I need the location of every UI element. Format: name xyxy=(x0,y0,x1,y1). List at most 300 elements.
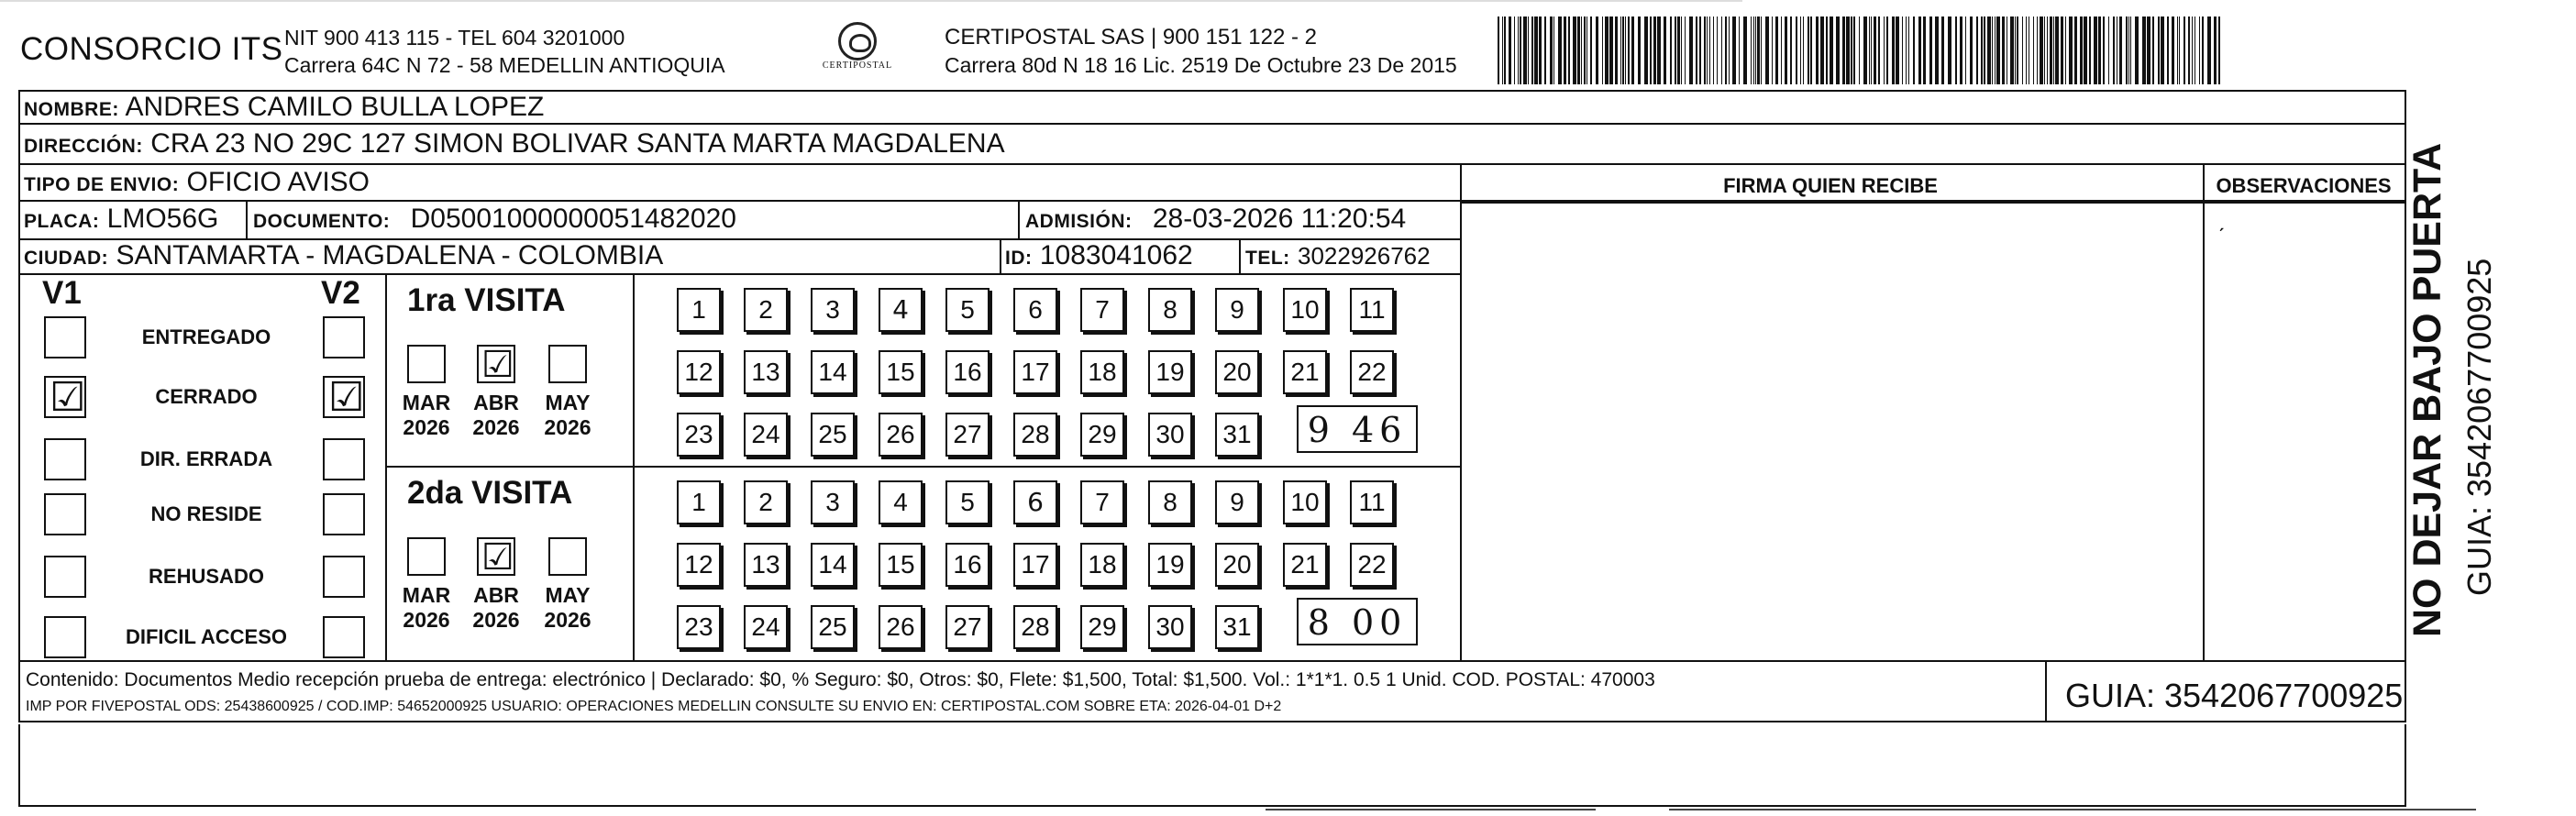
admission-label: ADMISIÓN: xyxy=(1025,211,1133,232)
day-box[interactable]: 24 xyxy=(744,605,788,649)
reason-label: NO RESIDE xyxy=(150,502,262,525)
month-year: 2026 xyxy=(544,608,591,632)
column-divider xyxy=(1460,163,1462,660)
day-box[interactable]: 9 xyxy=(1215,288,1259,332)
barcode-bar xyxy=(1520,17,1521,84)
barcode-bar xyxy=(1670,17,1672,84)
day-box[interactable]: 8 xyxy=(1148,288,1192,332)
day-box[interactable]: 10 xyxy=(1283,480,1327,524)
barcode-bar xyxy=(1609,17,1613,84)
barcode-bar xyxy=(2199,17,2200,84)
barcode-bar xyxy=(1775,17,1778,84)
barcode-bar xyxy=(1955,17,1957,84)
month-checkbox[interactable] xyxy=(477,344,515,386)
barcode-bar xyxy=(1531,17,1533,84)
barcode-bar xyxy=(2040,17,2043,84)
carrier-logo xyxy=(819,22,896,81)
day-box[interactable]: 20 xyxy=(1215,543,1259,587)
barcode-bar xyxy=(1581,17,1582,84)
barcode-bar xyxy=(1596,17,1598,84)
day-box[interactable]: 8 xyxy=(1148,480,1192,524)
barcode-bar xyxy=(2026,17,2027,84)
barcode-bar xyxy=(1553,17,1554,84)
month-year: 2026 xyxy=(472,608,520,632)
barcode-bar xyxy=(2207,17,2211,84)
reason-label: REHUSADO xyxy=(149,565,264,588)
barcode-bar xyxy=(2128,17,2129,84)
day-box[interactable]: 27 xyxy=(945,605,989,649)
barcode-bar xyxy=(1906,17,1907,84)
day-box[interactable]: 28 xyxy=(1013,605,1057,649)
barcode-bar xyxy=(1785,17,1787,84)
barcode-bar xyxy=(1884,17,1885,84)
month-name: ABR xyxy=(473,391,519,414)
barcode-bar xyxy=(2108,17,2109,84)
day-box[interactable]: 29 xyxy=(1080,605,1124,649)
barcode-bar xyxy=(2119,17,2122,84)
barcode-bar xyxy=(1568,17,1570,84)
barcode-bar xyxy=(1970,17,1973,84)
barcode-bar xyxy=(1622,17,1624,84)
day-box[interactable]: 11 xyxy=(1350,288,1394,332)
barcode-bar xyxy=(1960,17,1962,84)
check-mark-icon: ☑ xyxy=(481,344,514,386)
check-mark-icon: ☑ xyxy=(50,374,86,421)
month-name: ABR xyxy=(473,583,519,607)
field-divider xyxy=(1018,202,1020,238)
barcode-bar xyxy=(1577,17,1580,84)
barcode-bar xyxy=(2022,17,2023,84)
day-box[interactable]: 25 xyxy=(811,413,855,457)
v1-checkbox[interactable] xyxy=(44,374,86,421)
barcode-bar xyxy=(1869,17,1870,84)
day-box[interactable]: 21 xyxy=(1283,350,1327,394)
barcode-bar xyxy=(2147,17,2150,84)
barcode-bar xyxy=(1638,17,1641,84)
month-label xyxy=(536,583,600,633)
day-box[interactable]: 14 xyxy=(811,543,855,587)
barcode-bar xyxy=(2172,17,2174,84)
month-checkbox[interactable] xyxy=(548,345,587,383)
barcode-bar xyxy=(1717,17,1718,84)
barcode-bar xyxy=(1863,17,1867,84)
guia-number: GUIA: 3542067700925 xyxy=(2065,677,2404,714)
day-box[interactable]: 2 xyxy=(744,288,788,332)
v2-checkbox[interactable] xyxy=(323,616,365,658)
tel-value: 3022926762 xyxy=(1298,242,1431,270)
column-divider xyxy=(2203,163,2205,660)
admission-field xyxy=(1025,204,1406,235)
v1-checkbox[interactable] xyxy=(44,556,86,598)
day-box-marked[interactable]: 4 xyxy=(879,288,923,332)
day-box[interactable]: 4 xyxy=(879,480,923,524)
edge-line xyxy=(0,0,1742,2)
day-box[interactable]: 26 xyxy=(879,413,923,457)
barcode-bar xyxy=(1995,17,1996,84)
recipient-name: ANDRES CAMILO BULLA LOPEZ xyxy=(125,92,545,122)
barcode-bar xyxy=(1550,17,1553,84)
day-box[interactable]: 31 xyxy=(1215,605,1259,649)
barcode-bar xyxy=(1615,17,1618,84)
barcode-bar xyxy=(1984,17,1985,84)
day-box[interactable]: 23 xyxy=(677,413,721,457)
month-label xyxy=(394,583,459,633)
document-field xyxy=(253,204,736,235)
barcode-bar xyxy=(1721,17,1722,84)
barcode-bar xyxy=(1514,17,1515,84)
barcode-bar xyxy=(1772,17,1773,84)
month-year: 2026 xyxy=(403,608,450,632)
barcode-bar xyxy=(2044,17,2045,84)
observation-tick: ˏ xyxy=(2217,207,2225,232)
barcode-bar xyxy=(2130,17,2131,84)
logo-emblem-icon xyxy=(838,22,877,61)
day-box[interactable]: 30 xyxy=(1148,413,1192,457)
barcode-bar xyxy=(1677,17,1680,84)
day-box[interactable]: 28 xyxy=(1013,413,1057,457)
day-box[interactable]: 5 xyxy=(945,480,989,524)
send-type: OFICIO AVISO xyxy=(186,167,370,197)
barcode-bar xyxy=(1753,17,1754,84)
barcode-bar xyxy=(1544,17,1546,84)
barcode-bar xyxy=(1590,17,1592,84)
barcode-bar xyxy=(2047,17,2048,84)
tel-field xyxy=(1245,240,1431,271)
month-checkbox[interactable] xyxy=(407,537,446,576)
barcode-bar xyxy=(1584,17,1586,84)
barcode-bar xyxy=(1830,17,1833,84)
v2-checkbox[interactable] xyxy=(323,316,365,358)
barcode-bar xyxy=(2055,17,2059,84)
barcode-bar xyxy=(1664,17,1666,84)
day-box[interactable]: 7 xyxy=(1080,288,1124,332)
day-box[interactable]: 17 xyxy=(1013,543,1057,587)
month-name: MAY xyxy=(545,391,591,414)
barcode-bar xyxy=(2152,17,2154,84)
content-declaration: Contenido: Documentos Medio recepción prueba de entrega: electrónico | Declarado: $0, % Seguro: $0, Otros: $0, Flete: $1,500, Total: $1,500. Vol.: 1*1*1. 0.5 1 Unid. COD. POSTAL: 470003 xyxy=(26,669,1655,690)
day-box[interactable]: 9 xyxy=(1215,480,1259,524)
day-box[interactable]: 19 xyxy=(1148,543,1192,587)
barcode-bar xyxy=(2017,17,2018,84)
barcode-bar xyxy=(1704,17,1706,84)
barcode-bar xyxy=(1509,17,1511,84)
barcode-bar xyxy=(1657,17,1661,84)
barcode-bar xyxy=(2094,17,2097,84)
barcode-bar xyxy=(1941,17,1944,84)
barcode-bar xyxy=(2002,17,2005,84)
month-label xyxy=(536,391,600,440)
barcode-bar xyxy=(1808,17,1809,84)
barcode-bar xyxy=(2202,17,2204,84)
barcode-bar xyxy=(1631,17,1634,84)
recipient-address: CRA 23 NO 29C 127 SIMON BOLIVAR SANTA MARTA MAGDALENA xyxy=(150,128,1005,159)
month-label xyxy=(394,391,459,440)
barcode-bar xyxy=(1820,17,1824,84)
check-mark-icon: ☑ xyxy=(481,536,514,579)
logo-text: CERTIPOSTAL xyxy=(822,61,893,71)
day-box[interactable]: 18 xyxy=(1080,350,1124,394)
barcode-bar xyxy=(1650,17,1652,84)
month-label xyxy=(464,391,528,440)
barcode-bar xyxy=(1874,17,1876,84)
tel-label: TEL: xyxy=(1245,248,1290,269)
barcode-bar xyxy=(2080,17,2083,84)
barcode-bar xyxy=(2065,17,2066,84)
document-value: D05001000000051482020 xyxy=(410,204,736,234)
v1-checkbox[interactable] xyxy=(44,438,86,480)
barcode xyxy=(1498,17,2228,84)
barcode-bar xyxy=(1765,17,1769,84)
day-box[interactable]: 22 xyxy=(1350,543,1394,587)
day-box[interactable]: 16 xyxy=(945,543,989,587)
company-name: CONSORCIO ITS xyxy=(20,31,283,67)
barcode-bar xyxy=(1987,17,1991,84)
row-divider xyxy=(20,273,1460,275)
day-box[interactable]: 1 xyxy=(677,288,721,332)
barcode-bar xyxy=(1539,17,1542,84)
barcode-bar xyxy=(2084,17,2087,84)
barcode-bar xyxy=(1800,17,1801,84)
field-divider xyxy=(1239,238,1241,273)
print-info: IMP POR FIVEPOSTAL ODS: 25438600925 / COD.IMP: 54652000925 USUARIO: OPERACIONES MEDELLIN CONSULTE SU ENVIO EN: CERTIPOSTAL.COM SOBRE ETA: 2026-04-01 D+2 xyxy=(26,699,1282,714)
barcode-bar xyxy=(1853,17,1855,84)
field-divider xyxy=(1000,238,1001,273)
barcode-bar xyxy=(2103,17,2105,84)
day-box[interactable]: 23 xyxy=(677,605,721,649)
day-box[interactable]: 5 xyxy=(945,288,989,332)
barcode-bar xyxy=(1796,17,1797,84)
plate-value: LMO56G xyxy=(106,204,219,234)
visit-time[interactable]: 9 46 xyxy=(1297,405,1418,453)
barcode-bar xyxy=(1886,17,1888,84)
barcode-bar xyxy=(2015,17,2016,84)
barcode-bar xyxy=(1781,17,1782,84)
plate-label: PLACA: xyxy=(24,211,100,232)
month-checkbox[interactable] xyxy=(477,536,515,579)
barcode-bar xyxy=(1625,17,1626,84)
month-checkbox[interactable] xyxy=(407,345,446,383)
barcode-bar xyxy=(1751,17,1752,84)
barcode-bar xyxy=(1644,17,1648,84)
document-label: DOCUMENTO: xyxy=(253,211,391,232)
row-divider xyxy=(20,123,2405,125)
day-box[interactable]: 16 xyxy=(945,350,989,394)
barcode-bar xyxy=(1948,17,1951,84)
visit-title: 1ra VISITA xyxy=(407,282,566,318)
barcode-bar xyxy=(1761,17,1762,84)
visit-title: 2da VISITA xyxy=(407,475,573,511)
barcode-bar xyxy=(2037,17,2038,84)
barcode-bar xyxy=(2177,17,2178,84)
barcode-bar xyxy=(2218,17,2220,84)
day-box[interactable]: 24 xyxy=(744,413,788,457)
barcode-bar xyxy=(2053,17,2054,84)
day-box-marked[interactable]: 6 xyxy=(1013,480,1057,524)
month-name: MAY xyxy=(545,583,591,607)
barcode-bar xyxy=(2179,17,2180,84)
barcode-bar xyxy=(1908,17,1909,84)
day-box[interactable]: 26 xyxy=(879,605,923,649)
barcode-bar xyxy=(1573,17,1576,84)
address-label: DIRECCIÓN: xyxy=(24,136,143,157)
company-address: Carrera 64C N 72 - 58 MEDELLIN ANTIOQUIA xyxy=(284,53,725,77)
barcode-bar xyxy=(1757,17,1760,84)
id-field xyxy=(1005,240,1193,271)
barcode-bar xyxy=(2161,17,2164,84)
barcode-bar xyxy=(1826,17,1828,84)
day-box[interactable]: 27 xyxy=(945,413,989,457)
day-box[interactable]: 20 xyxy=(1215,350,1259,394)
barcode-bar xyxy=(2098,17,2101,84)
barcode-bar xyxy=(1602,17,1603,84)
column-header-divider xyxy=(1460,202,2405,204)
barcode-bar xyxy=(1878,17,1880,84)
barcode-bar xyxy=(1842,17,1845,84)
city-label: CIUDAD: xyxy=(24,248,109,269)
month-label xyxy=(464,583,528,633)
barcode-bar xyxy=(1729,17,1730,84)
reason-label: ENTREGADO xyxy=(141,325,271,348)
month-year: 2026 xyxy=(472,415,520,439)
v2-checkbox[interactable] xyxy=(323,493,365,535)
carrier-address-license: Carrera 80d N 18 16 Lic. 2519 De Octubre 23 De 2015 xyxy=(945,53,1457,77)
barcode-bar xyxy=(2074,17,2077,84)
barcode-bar xyxy=(1743,17,1747,84)
barcode-bar xyxy=(1707,17,1708,84)
month-name: MAR xyxy=(402,391,451,414)
day-box[interactable]: 6 xyxy=(1013,288,1057,332)
barcode-bar xyxy=(1892,17,1895,84)
day-box[interactable]: 10 xyxy=(1283,288,1327,332)
barcode-bar xyxy=(1918,17,1921,84)
day-box[interactable]: 12 xyxy=(677,543,721,587)
barcode-bar xyxy=(2050,17,2052,84)
day-box[interactable]: 15 xyxy=(879,350,923,394)
company-info xyxy=(284,24,725,79)
barcode-bar xyxy=(1558,17,1562,84)
reason-label: DIR. ERRADA xyxy=(139,447,273,470)
barcode-bar xyxy=(1929,17,1932,84)
barcode-bar xyxy=(1713,17,1714,84)
barcode-bar xyxy=(1803,17,1804,84)
v2-checkbox[interactable] xyxy=(323,438,365,480)
name-row xyxy=(24,92,544,123)
admission-value: 28-03-2026 11:20:54 xyxy=(1152,204,1407,234)
month-checkbox[interactable] xyxy=(548,537,587,576)
day-box[interactable]: 11 xyxy=(1350,480,1394,524)
day-box[interactable]: 7 xyxy=(1080,480,1124,524)
v1-checkbox[interactable] xyxy=(44,493,86,535)
barcode-bar xyxy=(2214,17,2217,84)
cut-line xyxy=(1266,809,1596,810)
day-box[interactable]: 31 xyxy=(1215,413,1259,457)
barcode-bar xyxy=(1816,17,1819,84)
barcode-bar xyxy=(1653,17,1656,84)
send-type-row xyxy=(24,167,370,198)
barcode-bar xyxy=(2113,17,2115,84)
day-box[interactable]: 25 xyxy=(811,605,855,649)
day-box[interactable]: 22 xyxy=(1350,350,1394,394)
v1-checkbox[interactable] xyxy=(44,616,86,658)
barcode-bar xyxy=(2167,17,2169,84)
day-box[interactable]: 2 xyxy=(744,480,788,524)
row-divider xyxy=(20,660,2405,662)
barcode-bar xyxy=(1699,17,1701,84)
barcode-bar xyxy=(2010,17,2014,84)
barcode-bar xyxy=(2089,17,2091,84)
barcode-bar xyxy=(1528,17,1529,84)
day-box[interactable]: 14 xyxy=(811,350,855,394)
barcode-bar xyxy=(1732,17,1736,84)
id-label: ID: xyxy=(1005,248,1033,269)
barcode-bar xyxy=(1896,17,1899,84)
barcode-bar xyxy=(2188,17,2190,84)
barcode-bar xyxy=(1996,17,2000,84)
barcode-bar xyxy=(1739,17,1740,84)
barcode-bar xyxy=(1935,17,1939,84)
no-leave-warning: NO DEJAR BAJO PUERTA xyxy=(2405,142,2449,637)
barcode-bar xyxy=(2135,17,2139,84)
day-box[interactable]: 17 xyxy=(1013,350,1057,394)
day-box[interactable]: 3 xyxy=(811,288,855,332)
observations-column-title: OBSERVACIONES xyxy=(2216,174,2392,197)
barcode-bar xyxy=(1709,17,1710,84)
barcode-bar xyxy=(1965,17,1966,84)
company-nit-tel: NIT 900 413 115 - TEL 604 3201000 xyxy=(284,26,625,50)
month-year: 2026 xyxy=(544,415,591,439)
reason-label: CERRADO xyxy=(155,385,258,408)
day-box[interactable]: 13 xyxy=(744,350,788,394)
day-box[interactable]: 3 xyxy=(811,480,855,524)
barcode-bar xyxy=(1725,17,1727,84)
barcode-bar xyxy=(1790,17,1792,84)
day-box[interactable]: 30 xyxy=(1148,605,1192,649)
visit-time[interactable]: 8 00 xyxy=(1297,598,1418,645)
v1-checkbox[interactable] xyxy=(44,316,86,358)
barcode-bar xyxy=(1976,17,1978,84)
barcode-bar xyxy=(1689,17,1693,84)
row-divider xyxy=(20,163,2405,165)
barcode-bar xyxy=(1675,17,1676,84)
v2-checkbox[interactable] xyxy=(323,556,365,598)
detach-area xyxy=(18,724,2406,807)
signature-column-title: FIRMA QUIEN RECIBE xyxy=(1723,174,1938,197)
day-box[interactable]: 18 xyxy=(1080,543,1124,587)
city-field xyxy=(24,240,663,271)
reason-label: DIFICIL ACCESO xyxy=(125,625,287,648)
day-box[interactable]: 1 xyxy=(677,480,721,524)
barcode-bar xyxy=(1605,17,1609,84)
field-divider xyxy=(246,202,248,238)
barcode-bar xyxy=(1846,17,1850,84)
city-value: SANTAMARTA - MAGDALENA - COLOMBIA xyxy=(116,240,664,270)
barcode-bar xyxy=(1504,17,1506,84)
day-box[interactable]: 21 xyxy=(1283,543,1327,587)
v2-checkbox[interactable] xyxy=(323,374,365,421)
barcode-bar xyxy=(1523,17,1527,84)
barcode-bar xyxy=(2069,17,2073,84)
day-box[interactable]: 13 xyxy=(744,543,788,587)
visit-divider xyxy=(385,466,1460,468)
carrier-info xyxy=(945,24,1457,79)
day-box[interactable]: 19 xyxy=(1148,350,1192,394)
barcode-bar xyxy=(1755,17,1756,84)
barcode-bar xyxy=(1498,17,1499,84)
day-box[interactable]: 12 xyxy=(677,350,721,394)
day-box[interactable]: 15 xyxy=(879,543,923,587)
day-box[interactable]: 29 xyxy=(1080,413,1124,457)
v2-label: V2 xyxy=(321,275,360,311)
